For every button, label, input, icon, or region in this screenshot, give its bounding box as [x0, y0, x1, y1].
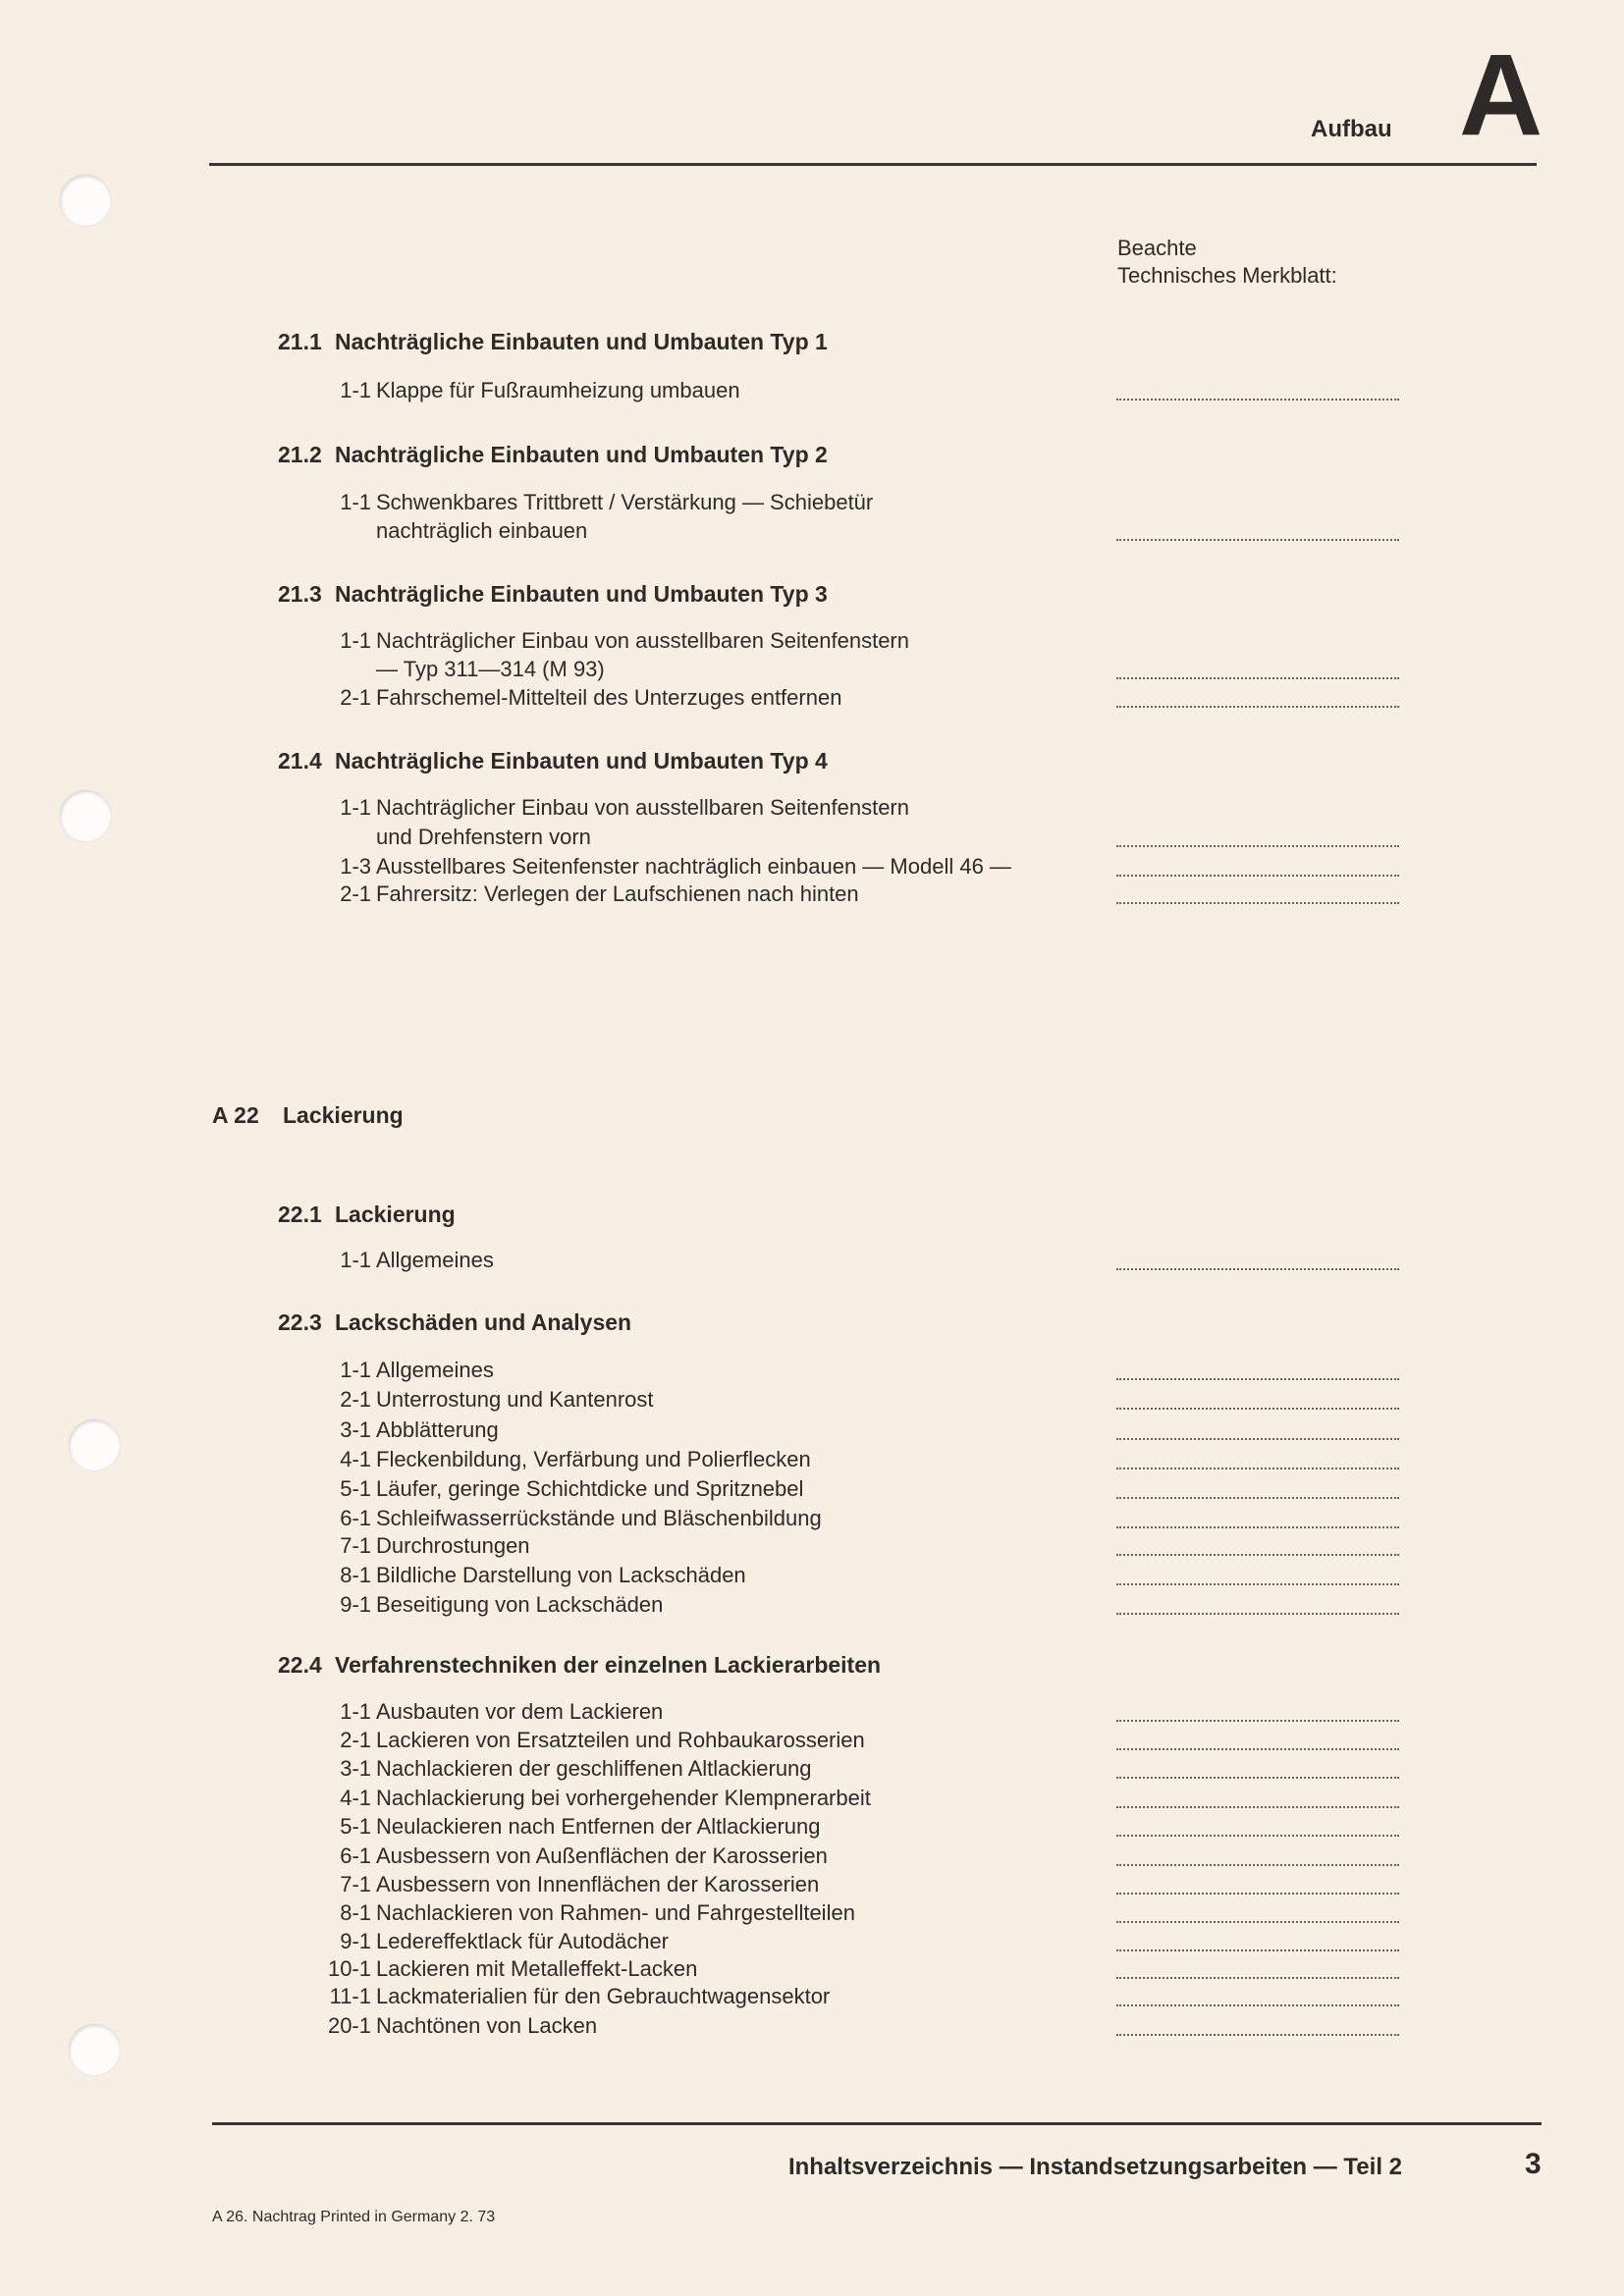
item-title: Durchrostungen: [376, 1533, 530, 1558]
item-number: 5-1: [340, 1476, 371, 1501]
checkmark-leader-line: [1116, 677, 1399, 679]
item-title: Allgemeines: [376, 1358, 494, 1382]
checkmark-leader-line: [1116, 1613, 1399, 1615]
section-heading: [278, 329, 828, 355]
header-rule: [209, 163, 1537, 166]
item-title: Bildliche Darstellung von Lackschäden: [376, 1563, 746, 1587]
item-title: Fahrersitz: Verlegen der Laufschienen nach hinten: [376, 881, 859, 906]
binder-hole: [69, 2024, 120, 2075]
item-title: Nachtönen von Lacken: [376, 2013, 598, 2038]
item-number: 8-1: [340, 1900, 371, 1925]
section-title: Lackierung: [335, 1201, 456, 1227]
checkmark-leader-line: [1116, 1583, 1399, 1585]
binder-hole: [60, 175, 111, 226]
section-heading: [278, 1652, 881, 1679]
item-number: 2-1: [340, 685, 371, 710]
item-number: 1-1: [340, 1358, 371, 1382]
section-number: 22.3: [278, 1309, 322, 1335]
item-number: 7-1: [340, 1533, 371, 1558]
item-number: 1-1: [340, 1248, 371, 1272]
checkmark-leader-line: [1116, 1720, 1399, 1722]
imprint: A 26. Nachtrag Printed in Germany 2. 73: [212, 2209, 496, 2225]
checkmark-leader-line: [1116, 1748, 1399, 1750]
item-title: Fahrschemel-Mittelteil des Unterzuges entfernen: [376, 685, 842, 710]
item-number: 7-1: [340, 1872, 371, 1896]
section-heading: [278, 748, 828, 774]
checkmark-leader-line: [1116, 1835, 1399, 1837]
section-number: 21.3: [278, 581, 322, 607]
page-number: 3: [1525, 2148, 1542, 2180]
checkmark-leader-line: [1116, 1949, 1399, 1951]
checkmark-leader-line: [1116, 539, 1399, 541]
section-number: 21.1: [278, 329, 322, 354]
binder-hole: [69, 1419, 120, 1470]
item-number: 1-1: [340, 1699, 371, 1724]
checkmark-leader-line: [1116, 1864, 1399, 1866]
section-letter: A: [1459, 30, 1543, 160]
checkmark-leader-line: [1116, 1526, 1399, 1528]
item-title: Schleifwasserrückstände und Bläschenbildung: [376, 1506, 822, 1530]
item-title: Nachlackieren von Rahmen- und Fahrgestellteilen: [376, 1900, 855, 1925]
item-number: 4-1: [340, 1786, 371, 1810]
item-number: 5-1: [340, 1814, 371, 1839]
item-title: und Drehfenstern vorn: [376, 825, 591, 849]
item-number: 2-1: [340, 1728, 371, 1752]
item-title: Fleckenbildung, Verfärbung und Polierflecken: [376, 1447, 811, 1471]
checkmark-leader-line: [1116, 1554, 1399, 1556]
section-number: 22.4: [278, 1652, 322, 1678]
item-title: Lackieren von Ersatzteilen und Rohbaukarosserien: [376, 1728, 865, 1752]
note-line-1: Beachte: [1117, 236, 1197, 260]
item-title: Nachträglicher Einbau von ausstellbaren Seitenfenstern: [376, 795, 909, 820]
binder-hole: [60, 790, 111, 841]
checkmark-leader-line: [1116, 845, 1399, 847]
item-title: Nachlackierung bei vorhergehender Klempnerarbeit: [376, 1786, 871, 1810]
checkmark-leader-line: [1116, 706, 1399, 708]
item-title: Lackmaterialien für den Gebrauchtwagensektor: [376, 1984, 831, 2008]
section-title: Nachträgliche Einbauten und Umbauten Typ 3: [335, 581, 828, 607]
item-number: 1-1: [340, 795, 371, 820]
item-number: 1-1: [340, 628, 371, 653]
item-title: Unterrostung und Kantenrost: [376, 1387, 654, 1412]
checkmark-leader-line: [1116, 399, 1399, 400]
item-title: Schwenkbares Trittbrett / Verstärkung — Schiebetür: [376, 490, 874, 514]
chapter-heading: [212, 1102, 404, 1129]
item-title: Abblätterung: [376, 1417, 499, 1442]
section-title: Lackschäden und Analysen: [335, 1309, 632, 1335]
item-number: 11-1: [329, 1984, 371, 2008]
item-number: 3-1: [340, 1756, 371, 1781]
item-title: Ausbessern von Innenflächen der Karosserien: [376, 1872, 820, 1896]
item-title: Ausbauten vor dem Lackieren: [376, 1699, 664, 1724]
item-number: 1-1: [340, 490, 371, 514]
item-number: 1-3: [340, 854, 371, 879]
section-number: 21.4: [278, 748, 322, 774]
checkmark-leader-line: [1116, 2034, 1399, 2036]
checkmark-leader-line: [1116, 1977, 1399, 1979]
item-title: Allgemeines: [376, 1248, 494, 1272]
item-number: 3-1: [340, 1417, 371, 1442]
footer-rule: [212, 2122, 1542, 2125]
item-title: Neulackieren nach Entfernen der Altlackierung: [376, 1814, 821, 1839]
item-number: 9-1: [340, 1929, 371, 1953]
checkmark-leader-line: [1116, 1468, 1399, 1469]
chapter-number: A 22: [212, 1102, 259, 1128]
item-number: 2-1: [340, 1387, 371, 1412]
item-title: Klappe für Fußraumheizung umbauen: [376, 378, 740, 402]
item-number: 1-1: [340, 378, 371, 402]
section-title: Verfahrenstechniken der einzelnen Lackierarbeiten: [335, 1652, 882, 1678]
section-number: 21.2: [278, 442, 322, 467]
item-title: nachträglich einbauen: [376, 518, 588, 543]
chapter-title: Lackierung: [283, 1102, 404, 1128]
checkmark-leader-line: [1116, 875, 1399, 877]
item-number: 20-1: [327, 2013, 371, 2038]
item-number: 6-1: [340, 1843, 371, 1868]
item-title: Nachträglicher Einbau von ausstellbaren Seitenfenstern: [376, 628, 909, 653]
section-heading: [278, 1201, 456, 1228]
checkmark-leader-line: [1116, 1921, 1399, 1923]
item-title: — Typ 311—314 (M 93): [376, 657, 605, 681]
section-heading: [278, 581, 828, 608]
item-title: Beseitigung von Lackschäden: [376, 1592, 664, 1617]
checkmark-leader-line: [1116, 1408, 1399, 1410]
checkmark-leader-line: [1116, 1893, 1399, 1895]
section-title: Nachträgliche Einbauten und Umbauten Typ 4: [335, 748, 828, 774]
item-number: 8-1: [340, 1563, 371, 1587]
item-number: 2-1: [340, 881, 371, 906]
checkmark-leader-line: [1116, 1378, 1399, 1380]
item-title: Lackieren mit Metalleffekt-Lacken: [376, 1956, 698, 1981]
item-number: 6-1: [340, 1506, 371, 1530]
section-title: Nachträgliche Einbauten und Umbauten Typ 1: [335, 329, 828, 354]
checkmark-leader-line: [1116, 1268, 1399, 1270]
section-heading: [278, 1309, 631, 1336]
item-title: Ledereffektlack für Autodächer: [376, 1929, 670, 1953]
footer-title: Inhaltsverzeichnis — Instandsetzungsarbeiten — Teil 2: [787, 2154, 1402, 2180]
item-title: Nachlackieren der geschliffenen Altlackierung: [376, 1756, 812, 1781]
checkmark-leader-line: [1116, 1497, 1399, 1499]
section-heading: [278, 442, 828, 468]
section-label: Aufbau: [1311, 116, 1392, 142]
section-number: 22.1: [278, 1201, 322, 1227]
section-title: Nachträgliche Einbauten und Umbauten Typ 2: [335, 442, 828, 467]
note-line-2: Technisches Merkblatt:: [1117, 263, 1337, 288]
item-title: Ausstellbares Seitenfenster nachträglich einbauen — Modell 46 —: [376, 854, 1011, 879]
checkmark-leader-line: [1116, 2004, 1399, 2006]
item-number: 4-1: [340, 1447, 371, 1471]
item-number: 10-1: [327, 1956, 371, 1981]
checkmark-leader-line: [1116, 1777, 1399, 1779]
checkmark-leader-line: [1116, 1438, 1399, 1440]
checkmark-leader-line: [1116, 902, 1399, 904]
item-title: Läufer, geringe Schichtdicke und Spritznebel: [376, 1476, 804, 1501]
checkmark-leader-line: [1116, 1806, 1399, 1808]
item-number: 9-1: [340, 1592, 371, 1617]
item-title: Ausbessern von Außenflächen der Karosserien: [376, 1843, 828, 1868]
